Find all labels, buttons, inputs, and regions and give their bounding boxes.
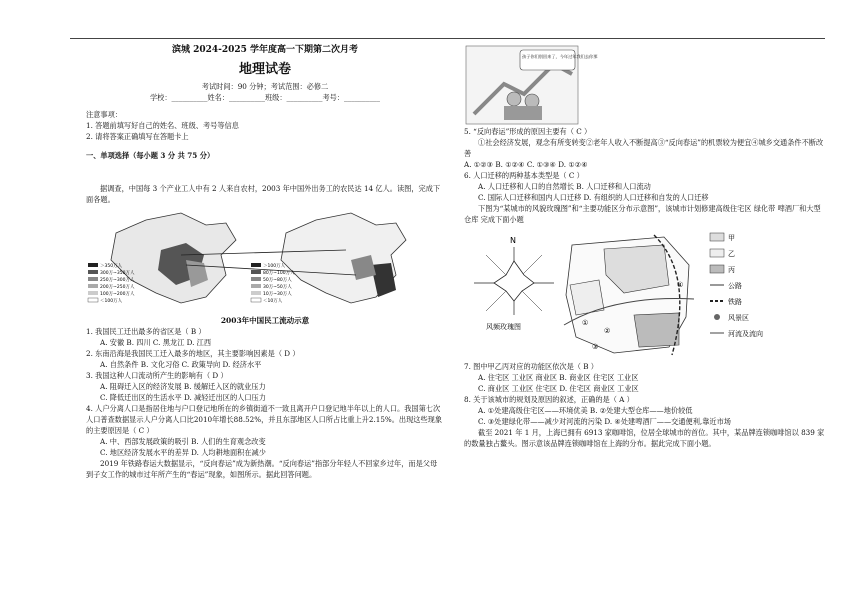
question-1: 1. 我国民工迁出最多的省区是（ B ） bbox=[86, 327, 206, 336]
passage-1: 据调查，中国每 3 个产业工人中有 2 人来自农村，2003 年中国外出务工的农民达 14 亿人。读图，完成下面各题。 bbox=[86, 184, 441, 204]
section-heading: 一、单项选择（每小题 3 分 共 75 分） bbox=[86, 151, 215, 160]
passage-4: 截至 2021 年 1 月，上海已拥有 6913 家咖啡馆，位居全球城市的首位。其中，某品牌连锁咖啡馆以 839 家的数量独占鳌头。图示意该品牌连锁咖啡馆在上海的分布。据此完成下面小题。 bbox=[464, 428, 825, 448]
rose-label: 风频玫瑰图 bbox=[486, 323, 521, 331]
fill-line: 学校：__________姓名：__________班级：__________考号：__________ bbox=[149, 93, 380, 102]
svg-text:300万~350万人: 300万~350万人 bbox=[100, 271, 135, 276]
options-6b: C. 国际人口迁移和国内人口迁移 D. 有组织的人口迁移和自发的人口迁移 bbox=[478, 193, 709, 202]
parent-figure bbox=[525, 94, 539, 108]
options-2: A. 自然条件 B. 文化习俗 C. 政策导向 D. 经济水平 bbox=[100, 360, 262, 369]
city-function-map bbox=[464, 225, 826, 361]
north-label: N bbox=[510, 236, 516, 245]
note-item: 2. 请将答案正确填写在答题卡上 bbox=[86, 132, 189, 141]
question-8: 8. 关于该城市的规划及原因的叙述，正确的是（ A ） bbox=[464, 395, 634, 404]
exam-title: 滨城 2024-2025 学年度高一下期第二次月考 bbox=[171, 45, 359, 55]
svg-text:＜100万人: ＜100万人 bbox=[100, 299, 123, 304]
options-3b: C. 降低迁出区的生活水平 D. 减轻迁出区的人口压力 bbox=[100, 393, 266, 402]
subject-title: 地理试卷 bbox=[238, 62, 291, 77]
options-6a: A. 人口迁移和人口的自然增长 B. 人口迁移和人口流动 bbox=[478, 182, 651, 191]
svg-text:30万~50万人: 30万~50万人 bbox=[263, 285, 292, 290]
svg-text:250万~300万人: 250万~300万人 bbox=[100, 278, 135, 283]
question-6: 6. 人口迁移的两种基本类型是（ C ） bbox=[464, 171, 584, 180]
legend-inflow bbox=[251, 262, 295, 304]
reverse-migration-cartoon bbox=[464, 44, 826, 126]
svg-text:80万~100万人: 80万~100万人 bbox=[263, 271, 295, 276]
speech-bubble bbox=[520, 50, 575, 70]
question-5: 5. “反向春运”形成的原因主要有（ C ） bbox=[464, 127, 592, 136]
svg-text:风景区: 风景区 bbox=[728, 314, 749, 322]
svg-text:河流及流向: 河流及流向 bbox=[728, 330, 763, 338]
options-7a: A. 住宅区 工业区 商业区 B. 商业区 住宅区 工业区 bbox=[478, 373, 639, 382]
passage-3: 下图为“某城市的风貌玫瑰图”和“主要功能区分布示意图”，该城市计划修建高级住宅区 绿化带 啤酒厂和大型仓库 完成下面小题 bbox=[464, 204, 821, 224]
wind-rose bbox=[494, 261, 534, 301]
migrant-flow-maps bbox=[86, 205, 444, 315]
options-4a: A. 中、西部发展政策的吸引 B. 人们的生育观念改变 bbox=[100, 437, 266, 446]
question-7: 7. 图中甲乙丙对应的功能区依次是（ B ） bbox=[464, 362, 598, 371]
svg-text:50万~80万人: 50万~80万人 bbox=[263, 278, 292, 283]
svg-text:公路: 公路 bbox=[728, 282, 742, 290]
options-5: A. ①②③ B. ①②④ C. ①③④ D. ①②④ bbox=[464, 160, 588, 169]
parent-figure bbox=[507, 92, 521, 106]
notes-heading: 注意事项： bbox=[86, 110, 122, 119]
left-column bbox=[86, 44, 444, 480]
svg-text:10万~30万人: 10万~30万人 bbox=[263, 292, 292, 297]
right-column bbox=[464, 44, 826, 449]
options-4b: C. 地区经济发展水平的差异 D. 人均耕地面积在减少 bbox=[100, 448, 266, 457]
site-2: ② bbox=[604, 327, 611, 335]
svg-text:＞350万人: ＞350万人 bbox=[100, 264, 123, 269]
options-3a: A. 阻碍迁入区的经济发展 B. 缓解迁入区的就业压力 bbox=[100, 382, 266, 391]
options-8b: C. ③处建绿化带——减少对河流的污染 D. ④处建啤酒厂——交通便利,靠近市场 bbox=[478, 417, 731, 426]
site-3: ③ bbox=[592, 343, 599, 351]
svg-text:丙: 丙 bbox=[728, 266, 735, 274]
question-2: 2. 东南沿海是我国民工迁入最多的地区，其主要影响因素是（ D ） bbox=[86, 349, 300, 358]
options-5-stmt: ①社会经济发展，观念有所变转变②老年人收入不断提高③“反向春运”的机票较为便宜④城乡交通条件不断改善 bbox=[464, 138, 824, 158]
options-8a: A. ①处建高级住宅区——环境优美 B. ②处建大型仓库——地价较低 bbox=[478, 406, 693, 415]
svg-text:100万~200万人: 100万~200万人 bbox=[100, 292, 135, 297]
svg-text:铁路: 铁路 bbox=[728, 298, 742, 306]
header-rule bbox=[70, 38, 825, 39]
passage-2: 2019 年铁路春运大数据显示，“反向春运”成为新热潮。“反向春运”指部分年轻人不回家乡过年，而是父母到子女工作的城市过年所产生的“春运”现象，如图所示。据此回答问题。 bbox=[86, 459, 438, 479]
map-caption: 2003年中国民工流动示意 bbox=[220, 316, 310, 325]
zone-bing bbox=[634, 313, 679, 347]
exam-info: 考试时间：90 分钟；考试范围：必修二 bbox=[201, 82, 329, 91]
options-1: A. 安徽 B. 四川 C. 黑龙江 D. 江西 bbox=[100, 338, 212, 347]
svg-text:＜10万人: ＜10万人 bbox=[263, 299, 283, 304]
question-4: 4. 人户分离人口是指居住地与户口登记地所在的乡镇街道不一致且离开户口登记地半年以上的人口。我国第七次人口普查数据显示人户分离人口比2010年增长88.52%，并且东部地区人口所占比重上升2.15%。出现这些现象的主要原因是（ C ） bbox=[86, 404, 443, 435]
svg-text:＞100万人: ＞100万人 bbox=[263, 264, 286, 269]
note-item: 1. 答题前填写好自己的姓名、班级、考号等信息 bbox=[86, 121, 239, 130]
svg-text:甲: 甲 bbox=[728, 234, 735, 242]
options-7b: C. 商业区 工业区 住宅区 D. 住宅区 商业区 工业区 bbox=[478, 384, 639, 393]
site-1: ① bbox=[582, 319, 589, 327]
svg-text:200万~250万人: 200万~250万人 bbox=[100, 285, 135, 290]
question-3: 3. 我国这种人口流动所产生的影响有（ D ） bbox=[86, 371, 228, 380]
speech-bubble-text: 孩子你们别回来了，今年过年我们去你那 bbox=[522, 54, 598, 59]
svg-text:乙: 乙 bbox=[728, 250, 735, 258]
site-4: ④ bbox=[677, 281, 684, 289]
map-legend bbox=[710, 233, 763, 338]
